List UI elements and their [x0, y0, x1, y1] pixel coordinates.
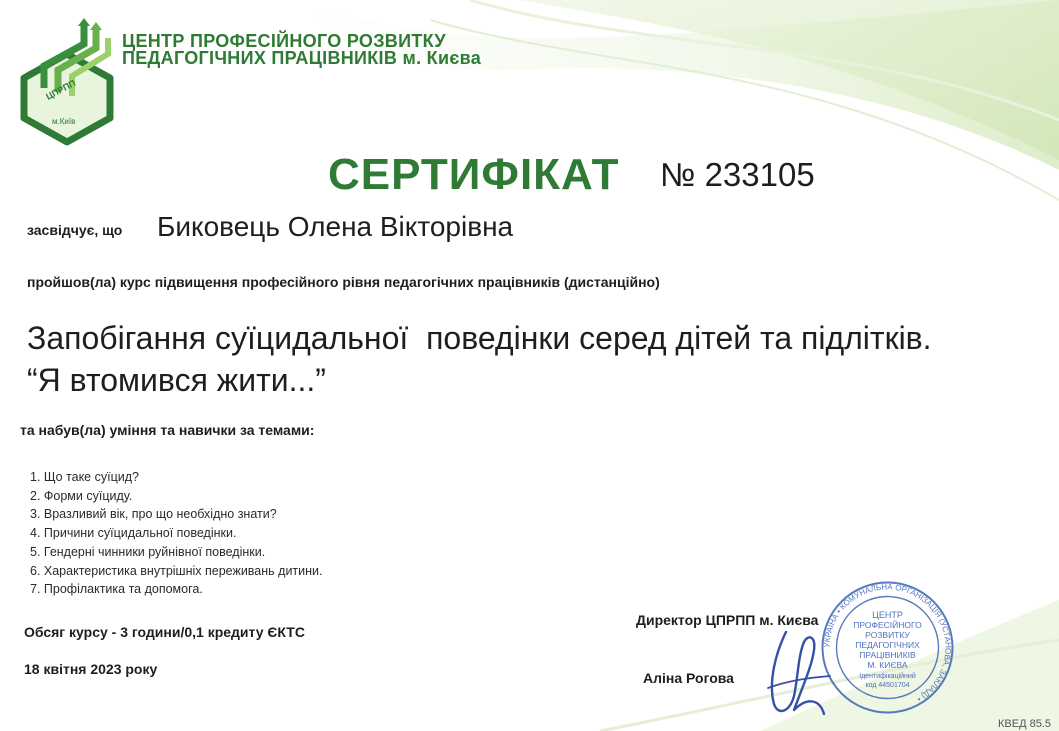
topics-list	[30, 468, 323, 599]
org-name-line1: ЦЕНТР ПРОФЕСІЙНОГО РОЗВИТКУ	[122, 31, 446, 51]
stamp-line: М. КИЄВА	[867, 660, 908, 670]
stamp-line: ПРОФЕСІЙНОГО	[853, 620, 922, 630]
course-title-line2: “Я втомився жити...”	[27, 362, 326, 398]
issue-date: 18 квітня 2023 року	[24, 661, 158, 677]
stamp-line: РОЗВИТКУ	[865, 630, 910, 640]
certifies-label: засвідчує, що	[27, 222, 123, 238]
recipient-name: Биковець Олена Вікторівна	[157, 211, 514, 242]
list-item: 6. Характеристика внутрішніх переживань дитини.	[30, 563, 323, 578]
logo-city: м.Київ	[52, 117, 76, 126]
stamp-line: ПРАЦІВНИКІВ	[859, 650, 916, 660]
list-item: 7. Профілактика та допомога.	[30, 582, 203, 597]
org-name-line2: ПЕДАГОГІЧНИХ ПРАЦІВНИКІВ м. Києва	[122, 48, 482, 68]
list-item: 2. Форми суїциду.	[30, 488, 133, 503]
stamp-line: код 44501704	[865, 682, 910, 689]
organization-logo	[18, 18, 116, 148]
stamp-line: Ідентифікаційний	[859, 673, 916, 680]
director-label: Директор ЦПРПП м. Києва	[636, 612, 819, 628]
list-item: 5. Гендерні чинники руйнівної поведінки.	[30, 544, 266, 559]
completed-label: пройшов(ла) курс підвищення професійного рівня педагогічних працівників (дистанційно)	[27, 274, 660, 290]
certificate-title: СЕРТИФІКАТ	[328, 150, 620, 199]
stamp-line: ЦЕНТР	[872, 610, 903, 620]
stamp-line: ПЕДАГОГІЧНИХ	[855, 640, 920, 650]
director-name: Аліна Рогова	[643, 670, 734, 686]
certificate-number: № 233105	[660, 156, 815, 193]
stamp-outer-text: УКРАЇНА • КОМУНАЛЬНА ОРГАНІЗАЦІЯ (УСТАНОВА, ЗАКЛАД) •	[822, 582, 953, 704]
list-item: 3. Вразливий вік, про що необхідно знати?	[30, 507, 277, 522]
course-volume: Обсяг курсу - 3 години/0,1 кредиту ЄКТС	[24, 624, 305, 640]
list-item: 1. Що таке суїцид?	[30, 470, 139, 484]
list-item: 4. Причини суїцидальної поведінки.	[30, 526, 237, 541]
logo-abbreviation: ЦПРПП	[44, 77, 78, 102]
footer-code: КВЕД 85.5	[998, 718, 1051, 730]
course-title-line1: Запобігання суїцидальної поведінки серед дітей та підлітків.	[27, 320, 932, 356]
official-stamp	[820, 580, 955, 715]
director-signature	[764, 626, 834, 720]
skills-label: та набув(ла) уміння та навички за темами:	[20, 422, 315, 438]
